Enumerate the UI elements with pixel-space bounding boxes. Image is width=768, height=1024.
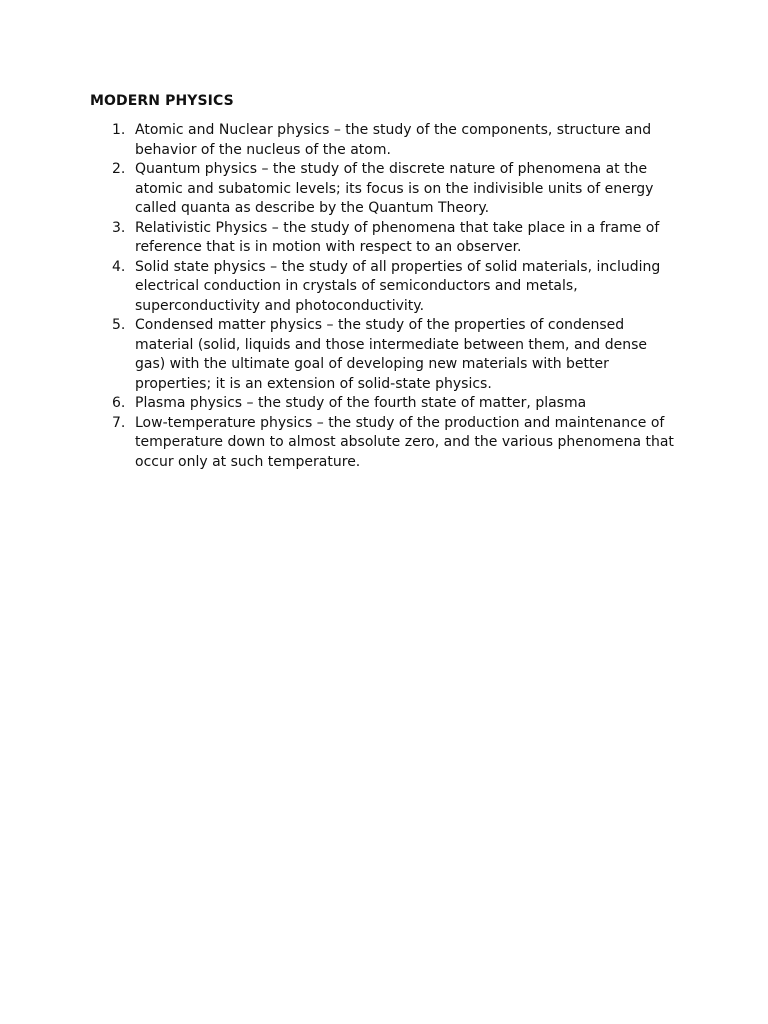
list-item-text: Solid state physics – the study of all properties of solid materials, including electrical conduction in crystals of semiconductors and metals, superconductivity and photoconductivity. <box>135 258 661 314</box>
list-item-number: 1. <box>112 122 126 138</box>
list-item <box>90 316 680 394</box>
list-item-number: 6. <box>112 395 126 411</box>
list-item-number: 5. <box>112 317 126 333</box>
page-title: MODERN PHYSICS <box>90 93 234 109</box>
list-item-text: Relativistic Physics – the study of phenomena that take place in a frame of reference that is in motion with respect to an observer. <box>135 219 660 255</box>
list-item-number: 3. <box>112 219 126 236</box>
list-item <box>90 121 680 160</box>
list-item-number: 7. <box>112 414 126 431</box>
list-item-number: 2. <box>112 161 126 177</box>
list-item-text: Plasma physics – the study of the fourth state of matter, plasma <box>135 395 587 411</box>
list-item <box>90 394 680 414</box>
list-item-text: Condensed matter physics – the study of the properties of condensed material (solid, liquids and those intermediate between them, and dense gas) with the ultimate goal of developing new materials with better properties; it is an extension of solid-state physics. <box>135 317 648 392</box>
list-item <box>90 160 680 219</box>
list-item <box>90 258 680 317</box>
list-item-text: Low-temperature physics – the study of the production and maintenance of temperature down to almost absolute zero, and the various phenomena that occur only at such temperature. <box>135 414 674 470</box>
topic-list <box>90 121 680 472</box>
list-item <box>90 219 680 258</box>
list-item <box>90 414 680 473</box>
list-item-text: Quantum physics – the study of the discrete nature of phenomena at the atomic and subatomic levels; its focus is on the indivisible units of energy called quanta as describe by the Quantum Theory. <box>135 161 654 216</box>
list-item-number: 4. <box>112 258 126 275</box>
list-item-text: Atomic and Nuclear physics – the study of the components, structure and behavior of the nucleus of the atom. <box>135 122 652 158</box>
